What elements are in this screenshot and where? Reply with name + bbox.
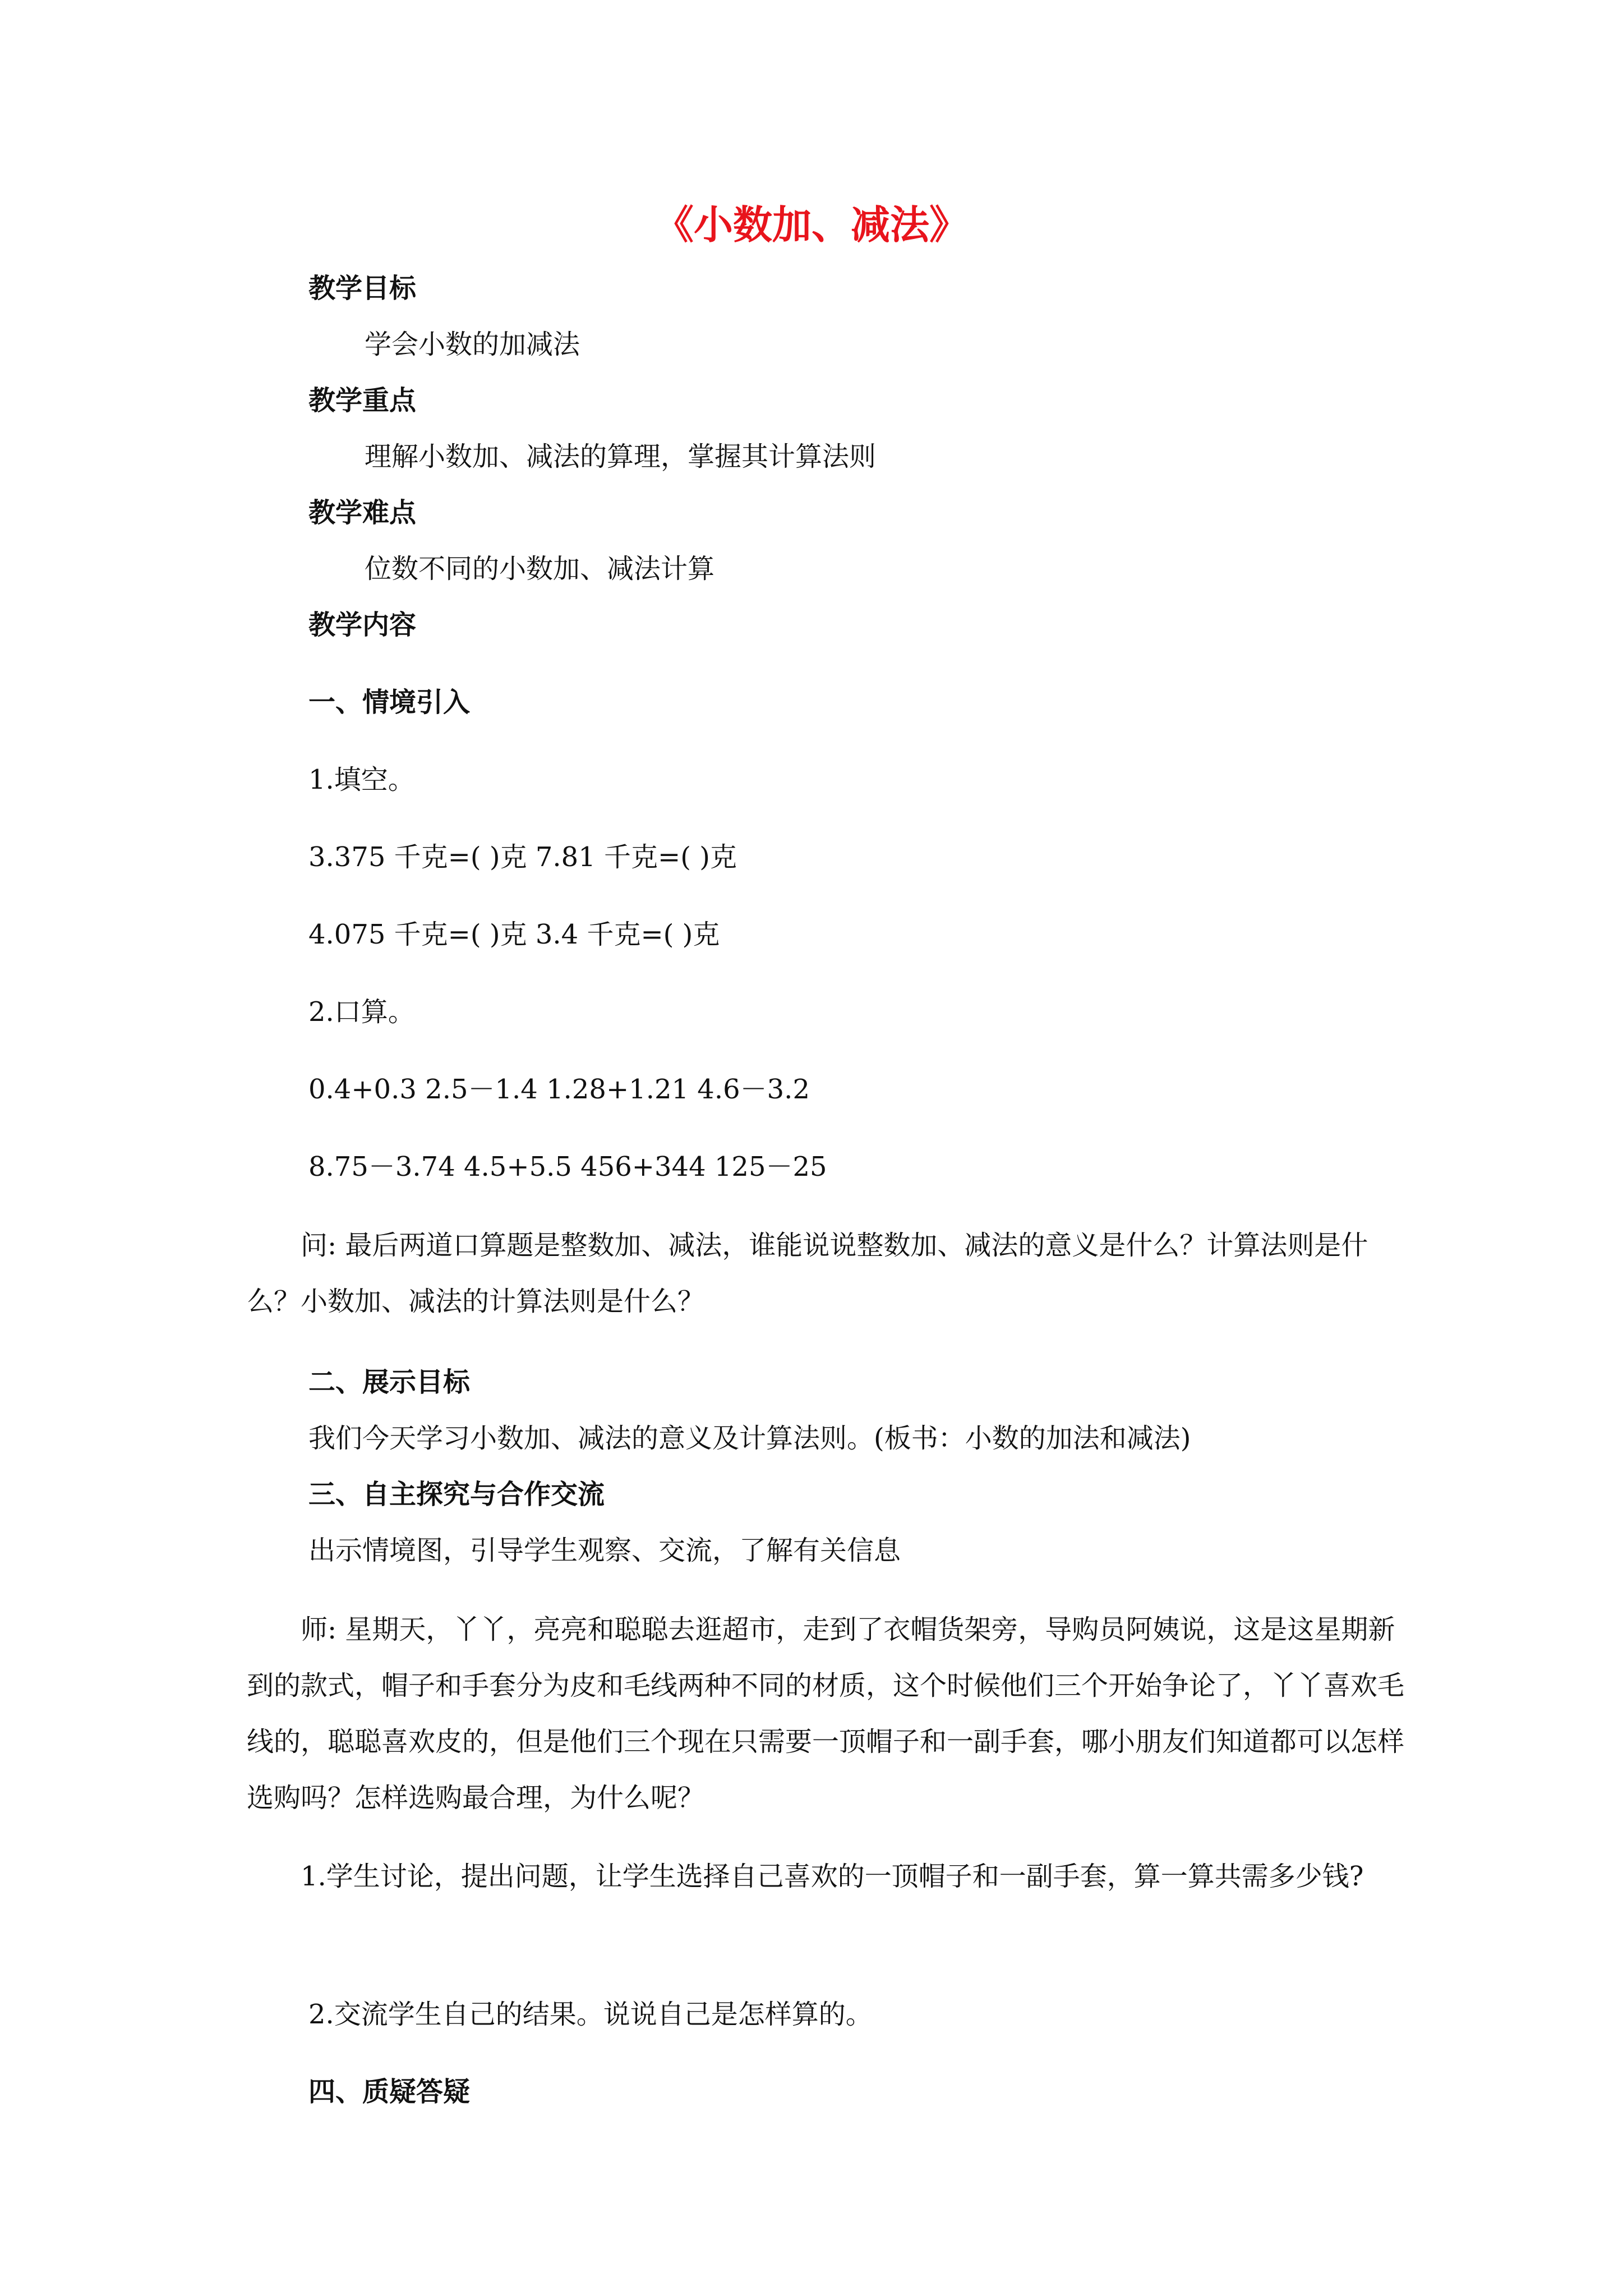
difficulty-text: 位数不同的小数加、减法计算 — [365, 553, 715, 585]
goal-heading: 教学目标 — [308, 273, 417, 304]
calc-row-2: 8.75－3.74 4.5+5.5 456+344 125－25 — [308, 1151, 827, 1182]
document-title: 《小数加、减法》 — [654, 202, 969, 248]
content-heading: 教学内容 — [308, 609, 417, 641]
question-paragraph: 问: 最后两道口算题是整数加、减法，谁能说说整数加、减法的意义是什么？计算法则是什么？小数加、减法的计算法则是什么？ — [247, 1230, 1368, 1317]
difficulty-heading: 教学难点 — [308, 497, 417, 528]
key-text: 理解小数加、减法的算理，掌握其计算法则 — [365, 441, 877, 472]
part1-heading: 一、情境引入 — [308, 687, 471, 718]
part4-heading: 四、质疑答疑 — [308, 2076, 471, 2108]
step-2-text: 2.交流学生自己的结果。说说自己是怎样算的。 — [308, 1999, 873, 2030]
fill-row-1: 3.375 千克=( )克 7.81 千克=( )克 — [308, 841, 737, 873]
goal-text: 学会小数的加减法 — [365, 329, 580, 360]
teacher-paragraph: 师: 星期天，丫丫，亮亮和聪聪去逛超市，走到了衣帽货架旁，导购员阿姨说，这是这星期新到的款式，帽子和手套分为皮和毛线两种不同的材质，这个时候他们三个开始争论了，丫丫喜欢毛线的，聪聪喜欢皮的，但是他们三个现在只需要一顶帽子和一副手套，哪小朋友们知道都可以怎样选购吗？怎样选购最合理，为什么呢？ — [247, 1614, 1405, 1814]
calc-row-1: 0.4+0.3 2.5－1.4 1.28+1.21 4.6－3.2 — [308, 1074, 810, 1105]
part2-text: 我们今天学习小数加、减法的意义及计算法则。(板书：小数的加法和减法) — [308, 1423, 1191, 1454]
step-1-paragraph: 1.学生讨论，提出问题，让学生选择自己喜欢的一顶帽子和一副手套，算一算共需多少钱? — [301, 1861, 1364, 1892]
part3-heading: 三、自主探究与合作交流 — [308, 1479, 605, 1510]
fill-question-label: 1.填空。 — [308, 764, 415, 795]
part3-intro: 出示情境图，引导学生观察、交流，了解有关信息 — [308, 1535, 901, 1566]
fill-row-2: 4.075 千克=( )克 3.4 千克=( )克 — [308, 919, 720, 950]
key-heading: 教学重点 — [308, 385, 417, 416]
mental-calc-label: 2.口算。 — [308, 996, 415, 1028]
part2-heading: 二、展示目标 — [308, 1366, 471, 1398]
